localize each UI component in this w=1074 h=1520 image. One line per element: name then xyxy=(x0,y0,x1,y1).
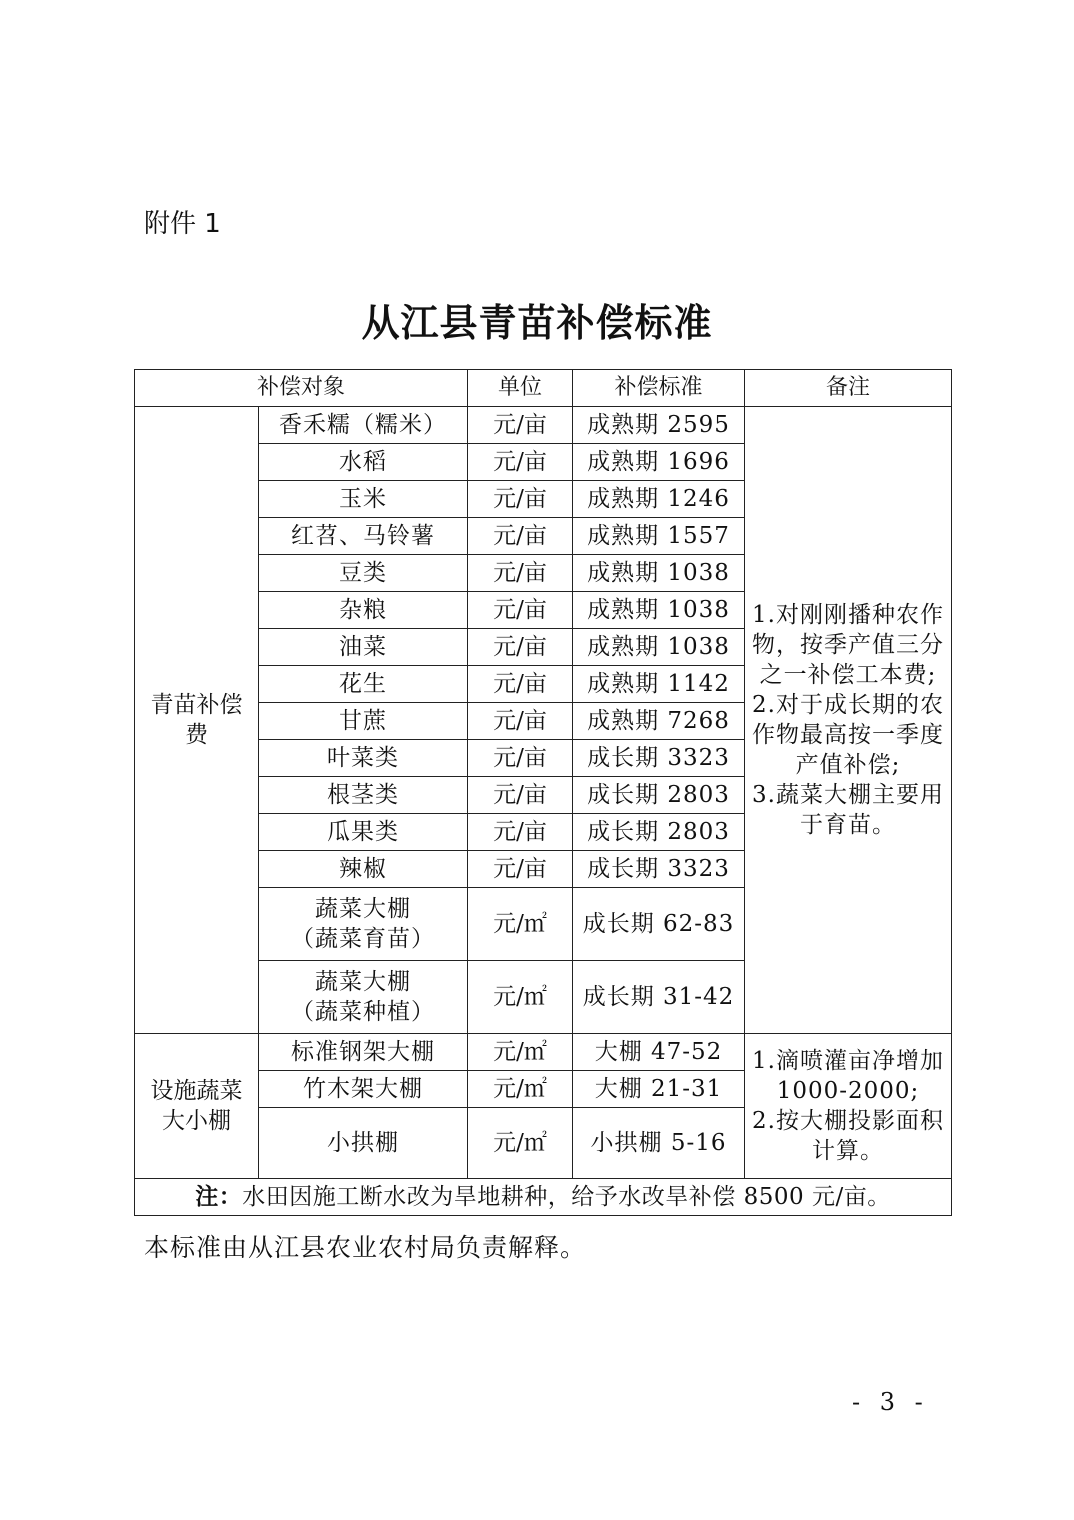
compensation-table xyxy=(134,369,952,1216)
standard-cell: 成熟期 1246 xyxy=(573,481,745,518)
remarks-cell xyxy=(745,407,952,1034)
standard-cell: 成长期 2803 xyxy=(573,777,745,814)
remark-line: 2.按大棚投影面积计算。 xyxy=(752,1108,944,1164)
item-cell: 竹木架大棚 xyxy=(259,1071,468,1108)
unit-cell: 元/亩 xyxy=(468,629,573,666)
item-cell: 香禾糯（糯米） xyxy=(259,407,468,444)
unit-cell: 元/㎡ xyxy=(468,888,573,961)
footnote-cell xyxy=(135,1179,952,1216)
header-standard: 补偿标准 xyxy=(573,370,745,407)
explanation-text: 本标准由从江县农业农村局负责解释。 xyxy=(144,1233,587,1262)
unit-cell: 元/亩 xyxy=(468,481,573,518)
item-cell: 瓜果类 xyxy=(259,814,468,851)
unit-cell: 元/亩 xyxy=(468,666,573,703)
unit-cell: 元/亩 xyxy=(468,407,573,444)
standard-cell: 成熟期 7268 xyxy=(573,703,745,740)
item-cell: 叶菜类 xyxy=(259,740,468,777)
remark-line: 3.蔬菜大棚主要用于育苗。 xyxy=(752,782,944,838)
header-unit: 单位 xyxy=(468,370,573,407)
unit-cell: 元/亩 xyxy=(468,703,573,740)
standard-cell: 成熟期 2595 xyxy=(573,407,745,444)
unit-cell: 元/亩 xyxy=(468,814,573,851)
unit-cell: 元/亩 xyxy=(468,740,573,777)
item-cell: 杂粮 xyxy=(259,592,468,629)
unit-cell: 元/亩 xyxy=(468,851,573,888)
unit-cell: 元/亩 xyxy=(468,592,573,629)
page-number: - 3 - xyxy=(852,1388,929,1416)
remarks-cell xyxy=(745,1034,952,1179)
standard-cell: 小拱棚 5-16 xyxy=(573,1108,745,1179)
remark-line: 2.对于成长期的农作物最高按一季度产值补偿; xyxy=(752,692,945,778)
category-label: 设施蔬菜大小棚 xyxy=(150,1078,243,1134)
header-target: 补偿对象 xyxy=(135,370,468,407)
table-row xyxy=(135,1034,952,1071)
attachment-label: 附件 1 xyxy=(144,209,221,239)
item-cell: 辣椒 xyxy=(259,851,468,888)
item-line: 蔬菜大棚 xyxy=(315,896,411,922)
footnote-text: 水田因施工断水改为旱地耕种，给予水改旱补偿 8500 元/亩。 xyxy=(242,1184,891,1210)
item-line: （蔬菜种植） xyxy=(291,999,435,1025)
standard-cell: 成熟期 1142 xyxy=(573,666,745,703)
unit-cell: 元/㎡ xyxy=(468,961,573,1034)
item-line: （蔬菜育苗） xyxy=(291,926,435,952)
item-cell: 玉米 xyxy=(259,481,468,518)
item-cell xyxy=(259,961,468,1034)
standard-cell: 成熟期 1696 xyxy=(573,444,745,481)
table-row xyxy=(135,407,952,444)
item-cell xyxy=(259,888,468,961)
item-cell: 油菜 xyxy=(259,629,468,666)
category-label: 青苗补偿费 xyxy=(150,692,243,748)
unit-cell: 元/㎡ xyxy=(468,1034,573,1071)
standard-cell: 成熟期 1038 xyxy=(573,629,745,666)
unit-cell: 元/㎡ xyxy=(468,1108,573,1179)
item-line: 蔬菜大棚 xyxy=(315,969,411,995)
item-cell: 小拱棚 xyxy=(259,1108,468,1179)
standard-cell: 大棚 47-52 xyxy=(573,1034,745,1071)
standard-cell: 大棚 21-31 xyxy=(573,1071,745,1108)
remark-line: 1.滴喷灌亩净增加 1000-2000; xyxy=(752,1048,944,1104)
item-cell: 水稻 xyxy=(259,444,468,481)
standard-cell: 成长期 31-42 xyxy=(573,961,745,1034)
unit-cell: 元/亩 xyxy=(468,444,573,481)
standard-cell: 成熟期 1557 xyxy=(573,518,745,555)
item-cell: 红苕、马铃薯 xyxy=(259,518,468,555)
category-cell xyxy=(135,407,259,1034)
unit-cell: 元/亩 xyxy=(468,518,573,555)
item-cell: 豆类 xyxy=(259,555,468,592)
unit-cell: 元/亩 xyxy=(468,555,573,592)
unit-cell: 元/㎡ xyxy=(468,1071,573,1108)
standard-cell: 成长期 3323 xyxy=(573,851,745,888)
footnote-label: 注： xyxy=(195,1184,243,1210)
item-cell: 标准钢架大棚 xyxy=(259,1034,468,1071)
item-cell: 甘蔗 xyxy=(259,703,468,740)
item-cell: 根茎类 xyxy=(259,777,468,814)
standard-cell: 成长期 62-83 xyxy=(573,888,745,961)
footnote-row xyxy=(135,1179,952,1216)
table-header-row xyxy=(135,370,952,407)
item-cell: 花生 xyxy=(259,666,468,703)
unit-cell: 元/亩 xyxy=(468,777,573,814)
standard-cell: 成长期 2803 xyxy=(573,814,745,851)
category-cell xyxy=(135,1034,259,1179)
remark-line: 1.对刚刚播种农作物，按季产值三分之一补偿工本费; xyxy=(752,602,945,688)
header-remarks: 备注 xyxy=(745,370,952,407)
standard-cell: 成熟期 1038 xyxy=(573,555,745,592)
standard-cell: 成熟期 1038 xyxy=(573,592,745,629)
standard-cell: 成长期 3323 xyxy=(573,740,745,777)
document-title: 从江县青苗补偿标准 xyxy=(361,300,713,345)
